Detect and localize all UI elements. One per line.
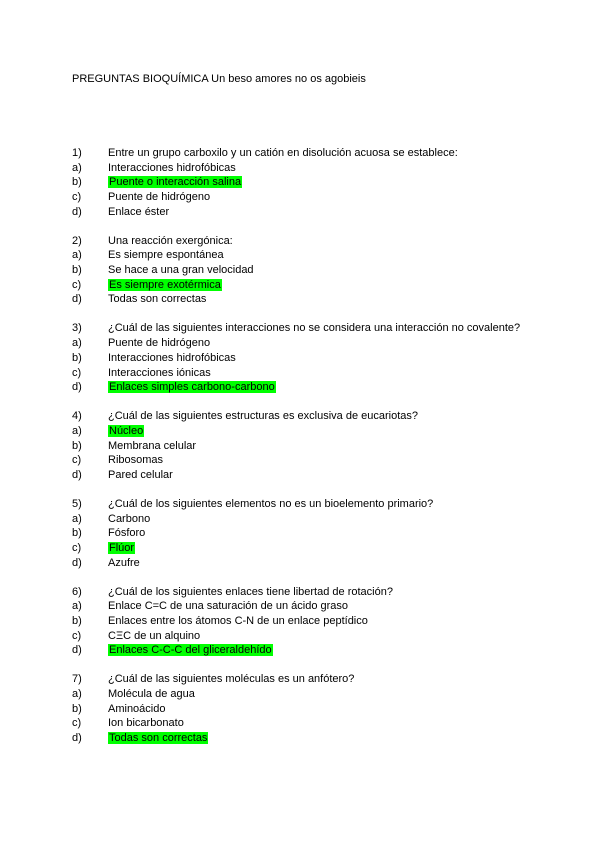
option-letter: b) xyxy=(72,702,82,715)
option-letter: b) xyxy=(72,615,82,628)
option-text: Interacciones iónicas xyxy=(108,366,211,379)
option-letter: a) xyxy=(72,424,82,437)
answer-option xyxy=(72,248,542,263)
answer-option xyxy=(72,643,542,658)
option-text: Es siempre espontánea xyxy=(108,249,224,262)
option-text: Carbono xyxy=(108,512,151,525)
option-letter: c) xyxy=(72,366,82,379)
answer-option xyxy=(72,599,542,614)
question-text: ¿Cuál de las siguientes interacciones no se considera una interacción no covalente? xyxy=(108,322,521,335)
answer-option xyxy=(72,292,542,307)
option-letter: a) xyxy=(72,600,82,613)
answer-option xyxy=(72,716,542,731)
question-line xyxy=(72,409,542,424)
answer-option xyxy=(72,366,542,381)
answer-option xyxy=(72,336,542,351)
answer-option xyxy=(72,526,542,541)
option-letter: c) xyxy=(72,191,82,204)
option-letter: d) xyxy=(72,205,82,218)
question-line xyxy=(72,585,542,600)
option-text: Enlace C=C de una saturación de un ácido graso xyxy=(108,600,349,613)
question-line xyxy=(72,672,542,687)
question-number: 3) xyxy=(72,322,82,335)
answer-option xyxy=(72,687,542,702)
question-number: 1) xyxy=(72,147,82,159)
question-6 xyxy=(72,585,542,658)
answer-option xyxy=(72,702,542,717)
question-number: 4) xyxy=(72,410,82,423)
answer-option xyxy=(72,439,542,454)
option-letter: a) xyxy=(72,249,82,262)
option-letter: a) xyxy=(72,337,82,350)
correct-answer-highlight: Núcleo xyxy=(109,424,144,437)
question-1 xyxy=(72,146,542,219)
question-text: ¿Cuál de las siguientes estructuras es exclusiva de eucariotas? xyxy=(108,410,418,423)
option-letter: d) xyxy=(72,293,82,306)
option-letter: c) xyxy=(72,542,82,554)
option-text: Azufre xyxy=(108,556,140,569)
question-text: Una reacción exergónica: xyxy=(108,234,233,247)
question-4 xyxy=(72,409,542,482)
answer-option xyxy=(72,351,542,366)
option-text: Pared celular xyxy=(108,468,173,481)
answer-option xyxy=(72,380,542,395)
question-line xyxy=(72,146,542,161)
correct-answer-highlight: Es siempre exotérmica xyxy=(109,278,221,291)
question-number: 5) xyxy=(72,497,82,510)
option-letter: d) xyxy=(72,732,82,745)
option-text: Molécula de agua xyxy=(108,688,195,701)
question-7 xyxy=(72,672,542,745)
answer-option xyxy=(72,731,542,746)
question-3 xyxy=(72,321,542,394)
question-line xyxy=(72,497,542,512)
option-letter: c) xyxy=(72,717,82,730)
answer-option xyxy=(72,556,542,571)
correct-answer-highlight: Enlaces simples carbono-carbono xyxy=(109,381,275,394)
option-letter: d) xyxy=(72,468,82,481)
answer-option xyxy=(72,205,542,220)
option-text: Fósforo xyxy=(108,527,146,540)
option-text: CΞC de un alquino xyxy=(108,629,201,642)
option-letter: d) xyxy=(72,381,82,394)
option-text: Interacciones hidrofóbicas xyxy=(108,351,236,364)
answer-option xyxy=(72,629,542,644)
question-number: 6) xyxy=(72,585,82,598)
question-line xyxy=(72,321,542,336)
question-2 xyxy=(72,234,542,307)
option-text: Enlace éster xyxy=(108,205,170,218)
option-letter: d) xyxy=(72,644,82,657)
option-letter: c) xyxy=(72,278,82,291)
option-text: Aminoácido xyxy=(108,702,166,715)
question-number: 7) xyxy=(72,673,82,686)
option-text: Todas son correctas xyxy=(108,293,207,306)
question-5 xyxy=(72,497,542,570)
option-text: Puente de hidrógeno xyxy=(108,191,211,204)
question-list xyxy=(72,146,542,760)
option-letter: a) xyxy=(72,161,82,174)
option-letter: b) xyxy=(72,527,82,540)
question-number: 2) xyxy=(72,234,82,247)
answer-option xyxy=(72,541,542,556)
answer-option xyxy=(72,263,542,278)
option-letter: b) xyxy=(72,176,82,189)
option-text: Ion bicarbonato xyxy=(108,717,184,730)
page-title: PREGUNTAS BIOQUÍMICA Un beso amores no os agobieis xyxy=(72,73,366,85)
answer-option xyxy=(72,161,542,176)
option-letter: b) xyxy=(72,264,82,277)
answer-option xyxy=(72,190,542,205)
answer-option xyxy=(72,278,542,293)
option-letter: b) xyxy=(72,439,82,452)
option-text: Enlaces entre los átomos C-N de un enlace peptídico xyxy=(108,615,368,628)
answer-option xyxy=(72,468,542,483)
option-text: Interacciones hidrofóbicas xyxy=(108,161,236,174)
question-text: ¿Cuál de los siguientes elementos no es un bioelemento primario? xyxy=(108,497,434,510)
question-text: ¿Cuál de las siguientes moléculas es un anfótero? xyxy=(108,673,355,686)
question-text: ¿Cuál de los siguientes enlaces tiene libertad de rotación? xyxy=(108,585,393,598)
question-line xyxy=(72,234,542,249)
option-text: Se hace a una gran velocidad xyxy=(108,264,254,277)
option-letter: c) xyxy=(72,454,82,467)
answer-option xyxy=(72,453,542,468)
answer-option xyxy=(72,175,542,190)
option-letter: a) xyxy=(72,688,82,701)
correct-answer-highlight: Flúor xyxy=(109,542,135,554)
answer-option xyxy=(72,512,542,527)
correct-answer-highlight: Todas son correctas xyxy=(109,732,208,745)
answer-option xyxy=(72,424,542,439)
option-letter: a) xyxy=(72,512,82,525)
correct-answer-highlight: Enlaces C-C-C del gliceraldehído xyxy=(109,644,272,657)
correct-answer-highlight: Puente o interacción salina xyxy=(109,176,242,189)
option-letter: b) xyxy=(72,351,82,364)
option-letter: d) xyxy=(72,556,82,569)
option-letter: c) xyxy=(72,629,82,642)
option-text: Puente de hidrógeno xyxy=(108,337,211,350)
option-text: Membrana celular xyxy=(108,439,197,452)
option-text: Ribosomas xyxy=(108,454,164,467)
answer-option xyxy=(72,614,542,629)
question-text: Entre un grupo carboxilo y un catión en disolución acuosa se establece: xyxy=(108,147,458,159)
